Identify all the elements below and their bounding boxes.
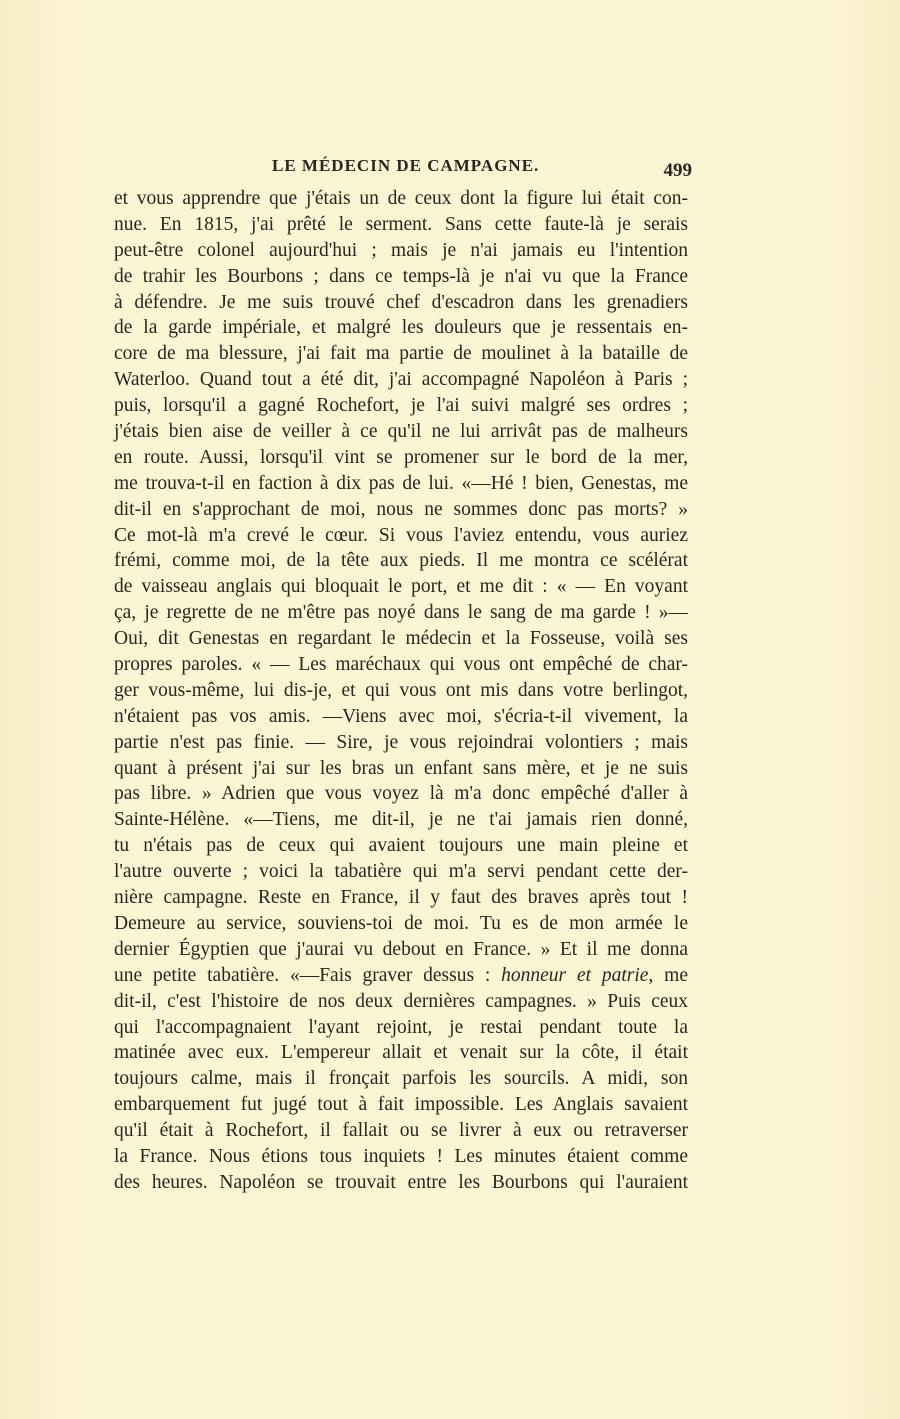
- text-line: en route. Aussi, lorsqu'il vint se promener sur le bord de la mer,: [114, 446, 688, 468]
- text-line: qu'il était à Rochefort, il fallait ou se livrer à eux ou retraverser: [114, 1120, 688, 1142]
- text-line: Sainte-Hélène. «—Tiens, me dit-il, je ne t'ai jamais rien donné,: [114, 809, 688, 831]
- text-line: tu n'étais pas de ceux qui avaient toujours une main pleine et: [114, 835, 688, 857]
- text-line: de vaisseau anglais qui bloquait le port, et me dit : « — En voyant: [114, 576, 688, 598]
- text-line: dit-il, c'est l'histoire de nos deux dernières campagnes. » Puis ceux: [114, 990, 688, 1012]
- text-line: dit-il en s'approchant de moi, nous ne sommes donc pas morts? »: [114, 498, 688, 520]
- italic-phrase: honneur et patrie: [501, 964, 649, 986]
- text-line: quant à présent j'ai sur les bras un enfant sans mère, et je ne suis: [114, 757, 688, 779]
- text-line: core de ma blessure, j'ai fait ma partie de moulinet à la bataille de: [114, 343, 688, 365]
- text-line: pas libre. » Adrien que vous voyez là m'a donc empêché d'aller à: [114, 783, 688, 805]
- text-line: dernier Égyptien que j'aurai vu debout en France. » Et il me donna: [114, 938, 688, 960]
- text-line: peut-être colonel aujourd'hui ; mais je n'ai jamais eu l'intention: [114, 239, 688, 261]
- text-line: propres paroles. « — Les maréchaux qui vous ont empêché de char-: [114, 654, 688, 676]
- text-line: embarquement fut jugé tout à fait impossible. Les Anglais savaient: [114, 1094, 688, 1116]
- text-line: ça, je regrette de ne m'être pas noyé dans le sang de ma garde ! »—: [114, 602, 688, 624]
- text-line: la France. Nous étions tous inquiets ! Les minutes étaient comme: [114, 1145, 688, 1167]
- text-line: et vous apprendre que j'étais un de ceux dont la figure lui était con-: [114, 188, 688, 209]
- text-line: [114, 963, 688, 989]
- text-line: Ce mot-là m'a crevé le cœur. Si vous l'aviez entendu, vous auriez: [114, 524, 688, 546]
- text-line: puis, lorsqu'il a gagné Rochefort, je l'ai suivi malgré ses ordres ;: [114, 395, 688, 417]
- text-segment: , me: [648, 964, 688, 986]
- text-line: de la garde impériale, et malgré les douleurs que je ressentais en-: [114, 317, 688, 339]
- body-text: [114, 186, 688, 1196]
- text-line: à défendre. Je me suis trouvé chef d'escadron dans les grenadiers: [114, 291, 688, 313]
- text-line: toujours calme, mais il fronçait parfois les sourcils. A midi, son: [114, 1068, 688, 1090]
- text-line: matinée avec eux. L'empereur allait et venait sur la côte, il était: [114, 1042, 688, 1064]
- text-line: partie n'est pas finie. — Sire, je vous rejoindrai volontiers ; mais: [114, 731, 688, 753]
- text-line: nière campagne. Reste en France, il y faut des braves après tout !: [114, 887, 688, 909]
- running-title: LE MÉDECIN DE CAMPAGNE.: [272, 156, 540, 175]
- text-line: n'étaient pas vos amis. —Viens avec moi, s'écria-t-il vivement, la: [114, 705, 688, 727]
- text-line: des heures. Napoléon se trouvait entre les Bourbons qui l'auraient: [114, 1171, 688, 1193]
- text-line: frémi, comme moi, de la tête aux pieds. Il me montra ce scélérat: [114, 550, 688, 572]
- text-line: nue. En 1815, j'ai prêté le serment. Sans cette faute-là je serais: [114, 213, 688, 235]
- text-line: Oui, dit Genestas en regardant le médecin et la Fosseuse, voilà ses: [114, 628, 688, 650]
- text-segment: une petite tabatière. «—Fais graver dessus :: [114, 964, 502, 986]
- text-line: de trahir les Bourbons ; dans ce temps-là je n'ai vu que la France: [114, 265, 688, 287]
- text-line: Demeure au service, souviens-toi de moi. Tu es de mon armée le: [114, 912, 688, 934]
- page-number: 499: [663, 160, 692, 181]
- text-line: qui l'accompagnaient l'ayant rejoint, je restai pendant toute la: [114, 1016, 688, 1038]
- text-line: j'étais bien aise de veiller à ce qu'il ne lui arrivât pas de malheurs: [114, 421, 688, 443]
- text-line: ger vous-même, lui dis-je, et qui vous ont mis dans votre berlingot,: [114, 679, 688, 701]
- text-line: me trouva-t-il en faction à dix pas de lui. «—Hé ! bien, Genestas, me: [114, 472, 688, 494]
- text-line: Waterloo. Quand tout a été dit, j'ai accompagné Napoléon à Paris ;: [114, 369, 688, 391]
- running-head: [114, 156, 692, 180]
- text-line: l'autre ouverte ; voici la tabatière qui m'a servi pendant cette der-: [114, 861, 688, 883]
